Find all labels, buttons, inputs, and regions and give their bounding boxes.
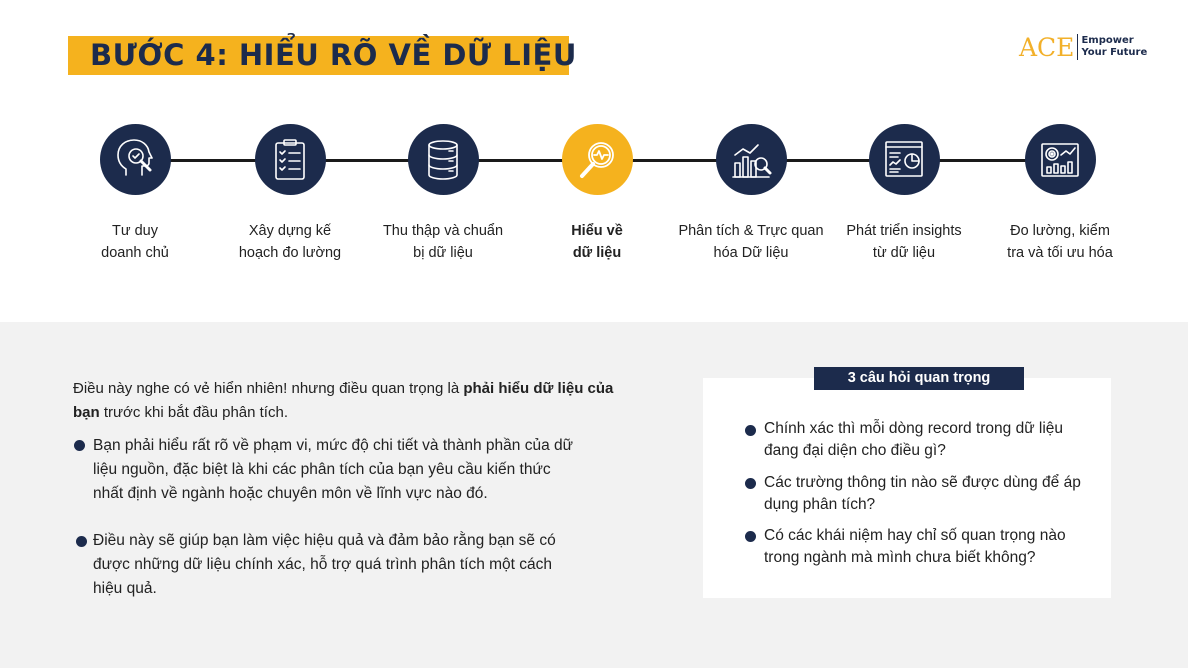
step-label — [522, 220, 672, 264]
step-label — [985, 220, 1135, 264]
step-label-line-1: Xây dựng kế — [248, 223, 332, 239]
intro-text-end: trước khi bắt đầu phân tích. — [99, 404, 288, 421]
bullet-dot — [76, 536, 87, 547]
intro-paragraph — [73, 377, 618, 425]
step-circle — [716, 124, 787, 195]
step-measurement-plan — [215, 124, 365, 264]
step-label-line-2: từ dữ liệu — [872, 245, 936, 261]
step-circle — [100, 124, 171, 195]
magnifier-pulse-icon — [572, 135, 622, 185]
step-label-line-1: Đo lường, kiểm — [1010, 223, 1110, 239]
intro-emphasis: phải hiểu dữ liệu của bạn — [73, 380, 614, 421]
bullet-line: hiệu quả. — [93, 580, 157, 597]
step-measure-optimize — [985, 124, 1135, 264]
question-item — [764, 418, 1094, 462]
bullet-line: Bạn phải hiểu rất rõ về phạm vi, mức độ chi tiết và thành phần của dữ — [93, 437, 574, 454]
page-title: BƯỚC 4: HIỂU RÕ VỀ DỮ LIỆU — [90, 38, 577, 72]
bullet-item — [93, 434, 573, 506]
bullet-line: Điều này sẽ giúp bạn làm việc hiệu quả và đảm bảo rằng bạn sẽ có — [93, 532, 556, 549]
bar-chart-magnifier-icon — [726, 135, 776, 185]
step-label-line-1: Phát triển insights — [846, 223, 962, 239]
logo-tagline-line-1: Empower — [1081, 35, 1134, 46]
step-label-line-2: hóa Dữ liệu — [713, 245, 789, 261]
bullet-line: được những dữ liệu chính xác, hỗ trợ quá trình phân tích một cách — [93, 556, 553, 573]
step-label-line-2: hoạch đo lường — [238, 245, 342, 261]
step-circle — [562, 124, 633, 195]
step-label-line-2: doanh chủ — [101, 245, 169, 261]
bullet-dot — [745, 531, 756, 542]
intro-text: Điều này nghe có vẻ hiển nhiên! nhưng điều quan trọng là — [73, 380, 464, 397]
step-label-line-2: tra và tối ưu hóa — [1007, 245, 1113, 261]
question-line: Các trường thông tin nào sẽ được dùng để áp — [764, 474, 1081, 491]
step-analysis-visualization — [676, 124, 826, 264]
step-data-collection — [368, 124, 518, 264]
head-magnifier-icon — [110, 135, 160, 185]
step-circle — [869, 124, 940, 195]
question-item — [764, 472, 1094, 516]
bullet-line: nhất định về ngành hoặc chuyên môn về lĩnh vực nào đó. — [93, 485, 488, 502]
step-circle — [255, 124, 326, 195]
step-label-line-1: Thu thập và chuẩn — [382, 223, 504, 239]
title-banner — [68, 36, 577, 75]
step-label-line-1: Phân tích & Trực quan — [678, 223, 824, 239]
database-icon — [418, 135, 468, 185]
logo-tagline — [1081, 35, 1147, 59]
target-chart-icon — [1035, 135, 1085, 185]
checklist-icon — [265, 135, 315, 185]
step-insights — [829, 124, 979, 264]
step-label — [368, 220, 518, 264]
step-label-line-1: Tư duy — [112, 223, 158, 239]
step-circle — [408, 124, 479, 195]
step-circle — [1025, 124, 1096, 195]
step-business-thinking — [60, 124, 210, 264]
question-item — [764, 525, 1094, 569]
question-line: Chính xác thì mỗi dòng record trong dữ liệu — [764, 420, 1064, 437]
report-dashboard-icon — [879, 135, 929, 185]
step-label — [829, 220, 979, 264]
step-label-line-2: bị dữ liệu — [413, 245, 473, 261]
bullet-dot — [745, 425, 756, 436]
question-line: đang đại diện cho điều gì? — [764, 442, 946, 459]
bullet-dot — [745, 478, 756, 489]
bullet-item — [93, 529, 556, 601]
step-label — [60, 220, 210, 264]
step-label — [215, 220, 365, 264]
question-line: trong ngành mà mình chưa biết không? — [764, 549, 1036, 566]
logo-tagline-line-2: Your Future — [1081, 47, 1148, 58]
bullet-dot — [74, 440, 85, 451]
step-label-line-2: dữ liệu — [572, 245, 622, 261]
step-understand-data — [522, 124, 672, 264]
step-label — [676, 220, 826, 264]
bullet-line: liệu nguồn, đặc biệt là khi các phân tích của bạn yêu cầu kiến thức — [93, 461, 551, 478]
step-label-line-1: Hiểu về — [571, 223, 623, 239]
question-line: dụng phân tích? — [764, 496, 876, 513]
logo-mark: ACE — [1019, 32, 1075, 62]
question-line: Có các khái niệm hay chỉ số quan trọng nào — [764, 527, 1066, 544]
brand-logo — [1019, 33, 1147, 61]
questions-heading: 3 câu hỏi quan trọng — [814, 367, 1024, 390]
logo-divider — [1077, 34, 1078, 60]
